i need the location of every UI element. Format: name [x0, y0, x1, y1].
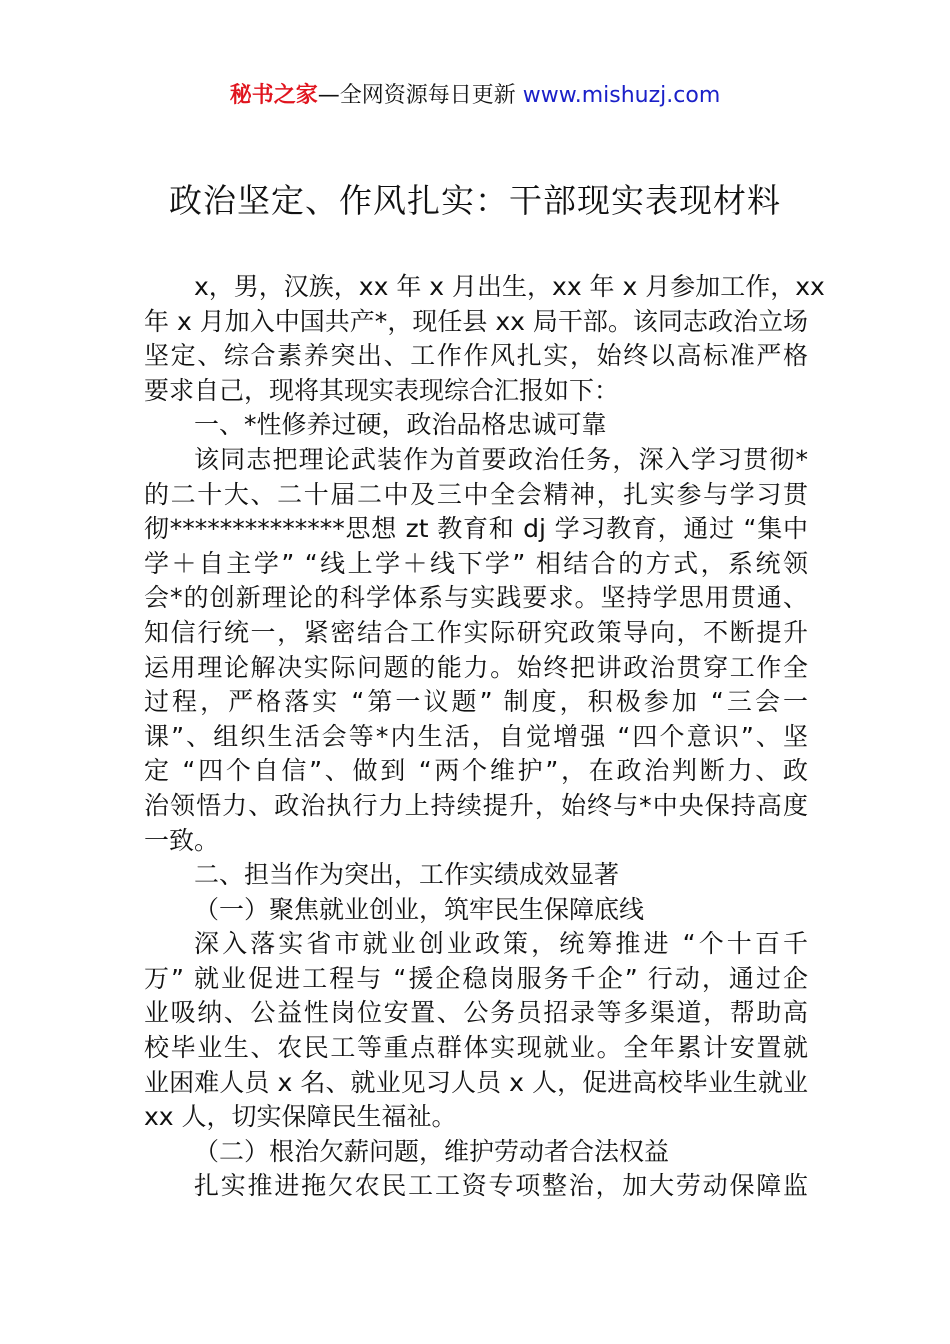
paragraph-line: 一致。 — [144, 825, 220, 855]
section-heading: 一、*性修养过硬，政治品格忠诚可靠 — [194, 410, 607, 440]
paragraph-line: 会*的创新理论的科学体系与实践要求。坚持学思用贯通、 — [144, 583, 808, 613]
paragraph-line: 扎实推进拖欠农民工工资专项整治，加大劳动保障监 — [194, 1171, 808, 1201]
paragraph-line: 知信行统一，紧密结合工作实际研究政策导向，不断提升 — [144, 617, 808, 647]
paragraph-line: 校毕业生、农民工等重点群体实现就业。全年累计安置就 — [144, 1033, 808, 1063]
paragraph-line: 定 “四个自信”、做到 “两个维护”，在政治判断力、政 — [144, 756, 808, 786]
paragraph-line: 的二十大、二十届二中及三中全会精神，扎实参与学习贯 — [144, 479, 808, 509]
paragraph-line: 运用理论解决实际问题的能力。始终把讲政治贯穿工作全 — [144, 652, 808, 682]
section-heading: 二、担当作为突出，工作实绩成效显著 — [194, 860, 620, 890]
paragraph-line: xx 人，切实保障民生福祉。 — [144, 1102, 457, 1132]
paragraph-line: 要求自己，现将其现实表现综合汇报如下： — [144, 375, 620, 405]
paragraph-line: 彻**************思想 zt 教育和 dj 学习教育，通过 “集中 — [144, 514, 808, 544]
paragraph-line: 业困难人员 x 名、就业见习人员 x 人，促进高校毕业生就业 — [144, 1067, 808, 1097]
paragraph-line: 课”、组织生活会等*内生活，自觉增强 “四个意识”、坚 — [144, 721, 808, 751]
paragraph-line: 治领悟力、政治执行力上持续提升，始终与*中央保持高度 — [144, 790, 808, 820]
paragraph-line: x，男，汉族，xx 年 x 月出生，xx 年 x 月参加工作，xx — [194, 272, 825, 301]
document-body — [144, 270, 825, 1204]
subsection-heading: （二）根治欠薪问题，维护劳动者合法权益 — [194, 1136, 670, 1166]
paragraph-line: 坚定、综合素养突出、工作作风扎实，始终以高标准严格 — [144, 341, 808, 371]
site-brand: 秘书之家 — [229, 83, 318, 108]
paragraph-line: 学＋自主学” “线上学＋线下学” 相结合的方式，系统领 — [144, 548, 808, 578]
document-title: 政治坚定、作风扎实：干部现实表现材料 — [169, 181, 781, 220]
site-url-link[interactable]: www.mishuzj.com — [522, 83, 721, 108]
paragraph-line: 过程，严格落实 “第一议题” 制度，积极参加 “三会一 — [144, 687, 808, 717]
paragraph-line: 年 x 月加入中国共产*，现任县 xx 局干部。该同志政治立场 — [144, 306, 808, 336]
paragraph-line: 该同志把理论武装作为首要政治任务，深入学习贯彻* — [194, 444, 808, 474]
paragraph-line: 万” 就业促进工程与 “援企稳岗服务千企” 行动，通过企 — [144, 963, 808, 993]
paragraph-line: 深入落实省市就业创业政策，统筹推进 “个十百千 — [194, 929, 808, 959]
subsection-heading: （一）聚焦就业创业，筑牢民生保障底线 — [194, 894, 645, 924]
site-header — [0, 80, 950, 112]
paragraph-line: 业吸纳、公益性岗位安置、公务员招录等多渠道，帮助高 — [144, 998, 808, 1028]
site-tagline: —全网资源每日更新 — [317, 83, 523, 108]
